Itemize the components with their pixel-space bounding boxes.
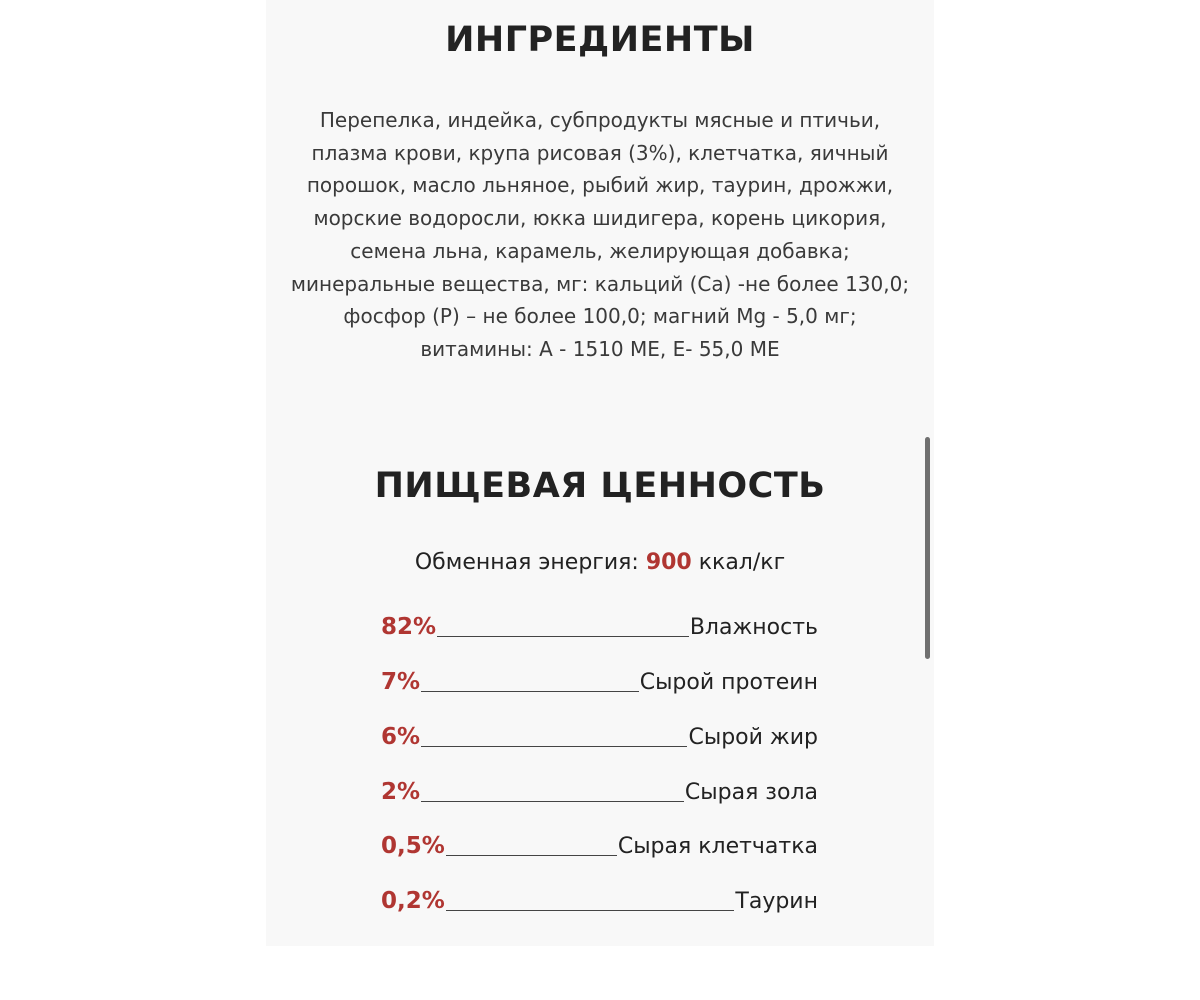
nutrient-value: 0,2%	[381, 888, 445, 914]
nutrient-name: Сырая клетчатка	[617, 834, 818, 859]
ingredients-line: порошок, масло льняное, рыбий жир, таурин, дрожжи,	[306, 173, 894, 198]
ingredients-list	[266, 104, 934, 366]
ingredients-line: семена льна, карамель, желирующая добавка;	[350, 238, 850, 263]
nutrient-value: 6%	[381, 724, 421, 750]
leader-line	[421, 745, 687, 747]
ingredients-line: морские водоросли, юкка шидигера, корень цикория,	[313, 206, 887, 231]
nutrition-title: ПИЩЕВАЯ ЦЕННОСТЬ	[374, 466, 826, 506]
ingredients-line: витамины: А - 1510 МЕ, Е- 55,0 МЕ	[420, 336, 780, 361]
energy-value: 900	[645, 550, 692, 575]
nutrient-name: Сырой протеин	[639, 670, 818, 695]
nutrient-name: Сырая зола	[684, 780, 818, 805]
nutrient-value: 0,5%	[381, 833, 445, 859]
ingredients-title: ИНГРЕДИЕНТЫ	[445, 20, 755, 60]
leader-line	[421, 800, 684, 802]
ingredients-line: минеральные вещества, мг: кальций (Са) -не более 130,0;	[290, 271, 910, 296]
nutrient-name: Влажность	[689, 615, 818, 640]
energy-label: Обменная энергия:	[414, 550, 639, 575]
scrollbar-thumb[interactable]	[925, 437, 930, 659]
ingredients-line: Перепелка, индейка, субпродукты мясные и птичьи,	[319, 108, 881, 132]
nutrient-name: Таурин	[735, 889, 818, 914]
nutrient-row-fiber	[381, 824, 818, 858]
energy-unit: ккал/кг	[698, 550, 786, 575]
nutrient-row-moisture	[381, 605, 818, 639]
nutrient-value: 82%	[381, 614, 437, 640]
leader-line	[446, 854, 617, 856]
nutrient-row-ash	[381, 770, 818, 804]
nutrient-name: Сырой жир	[688, 725, 818, 750]
nutrient-row-taurine	[381, 879, 818, 913]
energy-line	[266, 550, 934, 575]
nutrient-value: 2%	[381, 779, 421, 805]
nutrient-value: 7%	[381, 669, 421, 695]
ingredients-line: плазма крови, крупа рисовая (3%), клетчатка, яичный	[311, 140, 889, 165]
leader-line	[446, 909, 735, 911]
leader-line	[437, 635, 689, 637]
nutrient-row-protein	[381, 660, 818, 694]
leader-line	[421, 690, 639, 692]
ingredients-line: фосфор (Р) – не более 100,0; магний Mg - 5,0 мг;	[343, 304, 857, 329]
nutrient-row-fat	[381, 715, 818, 749]
